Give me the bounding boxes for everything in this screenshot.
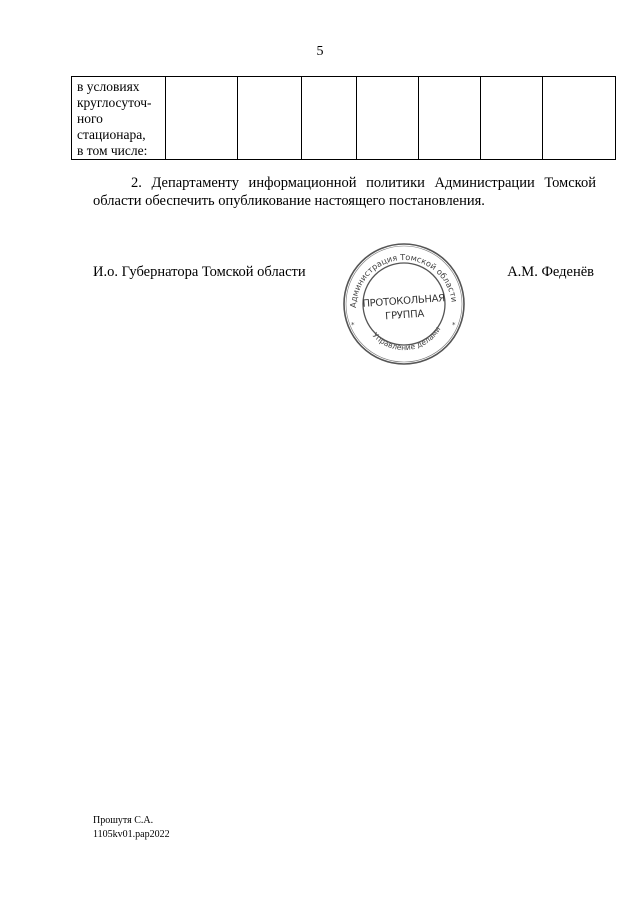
stamp-star-right: *: [452, 321, 456, 329]
table-cell-label-text: в условиях круглосуточ- ного стационара, в том числе:: [77, 79, 152, 158]
table-cell: [481, 77, 543, 160]
table-cell: [238, 77, 302, 160]
table-cell: [357, 77, 419, 160]
page-number: 5: [316, 44, 324, 59]
table-cell: [543, 77, 616, 160]
table-cell: [302, 77, 357, 160]
resolution-paragraph: 2. Департаменту информационной политики Администрации Томской области обеспечить опубликование настоящего постановления.: [93, 175, 596, 209]
table-cell: [166, 77, 238, 160]
stamp-star-left: *: [351, 321, 355, 329]
table-cell-label: [72, 77, 166, 160]
signature-name: А.М. Феденёв: [507, 264, 594, 280]
table-cell: [419, 77, 481, 160]
signature-title: И.о. Губернатора Томской области: [93, 264, 306, 280]
stamp-bottom-text: Управление делами: [370, 324, 443, 353]
stamp-center-line-2: ГРУППА: [384, 308, 425, 323]
footer-author: Прошутя С.А.: [93, 815, 154, 826]
stamp-center-line-1: ПРОТОКОЛЬНАЯ: [362, 293, 446, 310]
table-row: [72, 77, 616, 160]
data-table: [71, 76, 616, 160]
footer-file: 1105kv01.pap2022: [93, 829, 170, 840]
stamp-ring-text: Администрация Томской области: [347, 251, 460, 309]
official-stamp: [342, 242, 466, 366]
